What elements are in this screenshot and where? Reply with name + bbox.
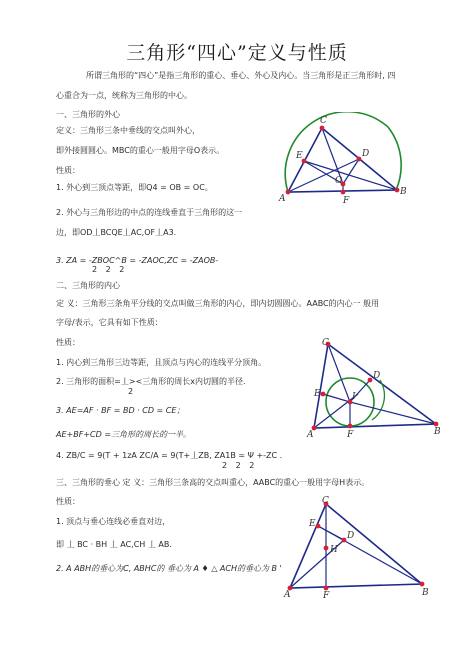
label-b: B — [400, 187, 407, 197]
point-e — [321, 392, 326, 397]
page-title: 三角形“四心”定义与性质 — [126, 42, 348, 64]
point-b — [395, 188, 400, 193]
s3-props: 性质： — [56, 497, 80, 506]
label-i: I — [352, 392, 356, 402]
incenter-figure — [306, 336, 446, 438]
label-d: D — [362, 149, 370, 159]
label-a: A — [307, 430, 314, 438]
label-e: E — [314, 389, 321, 399]
point-d — [368, 378, 373, 383]
label-b: B — [422, 588, 429, 598]
segment-be — [304, 161, 397, 190]
s1-prop-3: 3. ZA = -ZBOC^B = -ZAOC,ZC = -ZAOB- — [56, 256, 219, 265]
s2-prop-2-sub: 2 — [128, 387, 137, 396]
s2-prop-3b: AE+BF+CD =三角形的周长的一半。 — [56, 430, 192, 439]
label-f: F — [323, 591, 330, 600]
s1-prop-2a: 2. 外心与三角形边的中点的连线垂直于三角形的这一 — [56, 208, 243, 217]
orthocenter-figure — [282, 496, 432, 600]
label-c: C — [320, 116, 327, 126]
s3-prop-1b: 即 丄 BC · BH 丄 AC,CH 丄 AB. — [56, 540, 172, 549]
point-a — [286, 190, 291, 195]
circumcircle-arc-right — [388, 127, 401, 190]
point-f — [341, 190, 346, 195]
label-c: C — [322, 338, 329, 348]
label-e: E — [309, 519, 316, 529]
label-a: A — [279, 194, 286, 204]
s1-prop-2b: 边，即OD丄BCQE丄AC,OF丄A3. — [56, 228, 177, 237]
s1-prop-3-sub: 2 2 2 — [92, 265, 128, 274]
s2-heading: 二、三角形的内心 — [56, 281, 120, 290]
point-h — [324, 546, 329, 551]
intro-line-2: 心重合为一点，统称为三角形的中心。 — [56, 91, 192, 100]
circumcenter-figure — [277, 112, 417, 204]
point-d — [357, 157, 362, 162]
s1-prop-1: 1. 外心到三顶点等距，即Q4 = OB = OC。 — [56, 183, 213, 192]
s2-def-2: 字母/表示，它具有如下性质： — [56, 318, 163, 327]
s2-def-1: 定 义：三角形三条角平分线的交点叫做三角形的内心，即内切圆圆心。AABC的内心一 般用 — [56, 299, 380, 308]
label-d: D — [347, 531, 355, 541]
label-e: E — [296, 151, 303, 161]
label-c: C — [322, 496, 329, 506]
triangle-abc — [290, 504, 422, 588]
s2-prop-3: 3. AE=AF · BF = BD · CD = CE； — [56, 406, 185, 415]
bisector-b — [350, 402, 436, 424]
label-b: B — [434, 427, 441, 437]
s1-heading: 一、三角形的外心 — [56, 110, 120, 119]
point-f — [324, 586, 329, 591]
intro-line-1: 所谓三角形的“四心”是指三角形的重心、垂心、外心及内心。当三角形是正三角形时, 四 — [86, 71, 396, 80]
label-d: D — [373, 371, 381, 381]
s2-prop-1: 1. 内心到三角形三边等距，且顶点与内心的连线平分顶角。 — [56, 358, 267, 367]
point-e — [316, 524, 321, 529]
s1-def-2: 即外接圆圆心。MBC的重心一般用字母O表示。 — [56, 146, 225, 155]
s2-prop-4: 4. ZB/C = 9(T + 1zA ZC/A = 9(T+丄ZB, ZA1B = Ψ +-ZC . — [56, 451, 283, 460]
label-f: F — [343, 196, 350, 204]
s2-prop-2: 2. 三角形的面积=丄><三角形的周长x内切圆的半径. — [56, 377, 246, 386]
s1-props: 性质： — [56, 166, 80, 175]
point-b — [434, 422, 439, 427]
s2-prop-4-sub: 2 2 2 — [222, 461, 258, 470]
s2-props: 性质： — [56, 338, 80, 347]
label-a: A — [284, 590, 291, 600]
label-h: H — [330, 545, 338, 555]
s3-prop-1: 1. 顶点与垂心连线必垂直对边， — [56, 517, 171, 526]
segment-ed — [318, 526, 344, 540]
point-b — [420, 582, 425, 587]
point-f — [348, 424, 353, 429]
label-o: O — [335, 176, 343, 186]
s1-def-1: 定义：三角形三条中垂线的交点叫外心， — [56, 126, 200, 135]
label-f: F — [347, 430, 354, 438]
point-d — [342, 538, 347, 543]
s3-def: 三、三角形的垂心 定 义：三角形三条高的交点叫重心，AABC的重心一般用字母H表示。 — [56, 478, 370, 487]
s3-prop-2: 2. A ABH的垂心为C, ABHC的 垂心为 A ♦ △ ACH的垂心为 B ' — [56, 564, 282, 573]
point-c — [320, 126, 325, 131]
